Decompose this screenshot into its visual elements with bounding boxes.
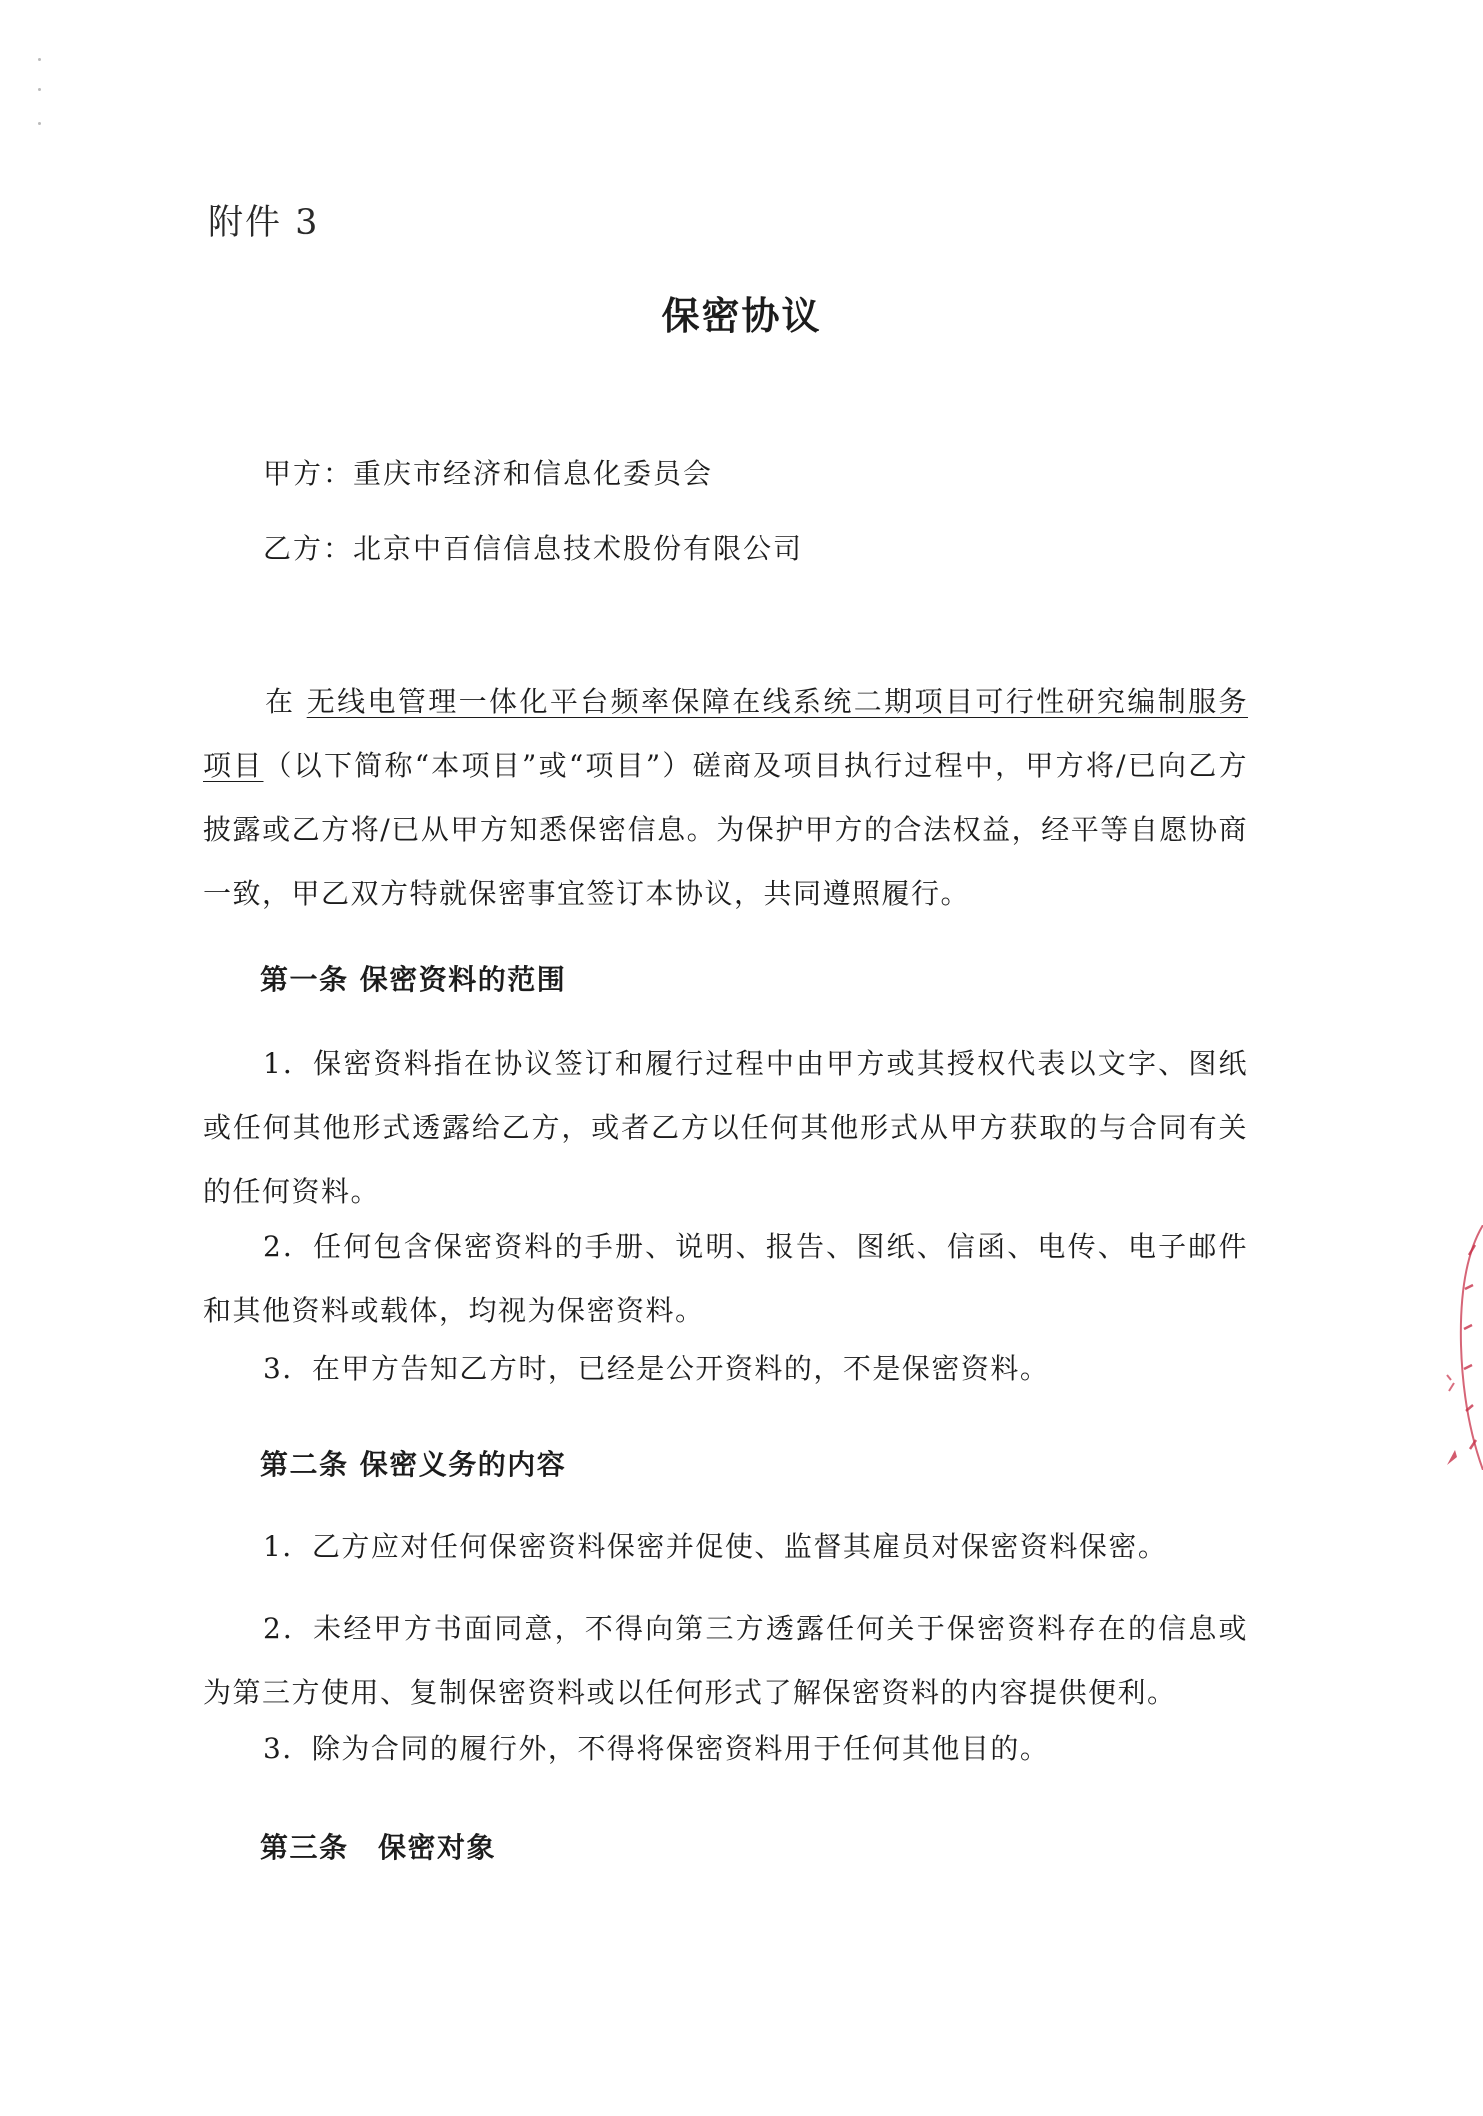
section2-heading: 第二条 保密义务的内容 <box>260 1448 567 1481</box>
section1-item: 1．保密资料指在协议签订和履行过程中由甲方或其授权代表以文字、图纸或任何其他形式透露给乙方，或者乙方以任何其他形式从甲方获取的与合同有关的任何资料。 <box>203 1047 1248 1208</box>
scan-dot <box>38 88 41 91</box>
scan-dot <box>38 122 41 125</box>
section2-item: 1．乙方应对任何保密资料保密并促使、监督其雇员对保密资料保密。 <box>263 1530 1168 1563</box>
document-title: 保密协议 <box>661 293 822 338</box>
section1-item: 3．在甲方告知乙方时，已经是公开资料的，不是保密资料。 <box>263 1352 1050 1385</box>
section1-item: 2．任何包含保密资料的手册、说明、报告、图纸、信函、电传、电子邮件和其他资料或载体，均视为保密资料。 <box>203 1230 1248 1327</box>
annex-label: 附件 3 <box>208 203 320 243</box>
section3-heading: 第三条 保密对象 <box>260 1831 497 1864</box>
scan-marks <box>38 58 44 138</box>
section1-heading: 第一条 保密资料的范围 <box>260 963 567 996</box>
intro-paragraph <box>203 670 1248 926</box>
intro-prefix: 在 <box>265 685 307 718</box>
intro-suffix: （以下简称“本项目”或“项目”）磋商及项目执行过程中，甲方将/已向乙方披露或乙方将/已从甲方知悉保密信息。为保护甲方的合法权益，经平等自愿协商一致，甲乙双方特就保密事宜签订本协议，共同遵照履行。 <box>203 749 1248 910</box>
scan-dot <box>38 58 41 61</box>
project-name: 无线电管理一体化平台频率保障在线系统二期项目可行性研究编制服务项目 <box>203 685 1248 782</box>
seal-stamp-fragment <box>1445 1225 1483 1470</box>
section2-item: 3．除为合同的履行外，不得将保密资料用于任何其他目的。 <box>263 1732 1050 1765</box>
party-b: 乙方：北京中百信信息技术股份有限公司 <box>263 532 804 565</box>
section2-item: 2．未经甲方书面同意，不得向第三方透露任何关于保密资料存在的信息或为第三方使用、复制保密资料或以任何形式了解保密资料的内容提供便利。 <box>203 1612 1248 1709</box>
party-a: 甲方：重庆市经济和信息化委员会 <box>263 457 714 490</box>
